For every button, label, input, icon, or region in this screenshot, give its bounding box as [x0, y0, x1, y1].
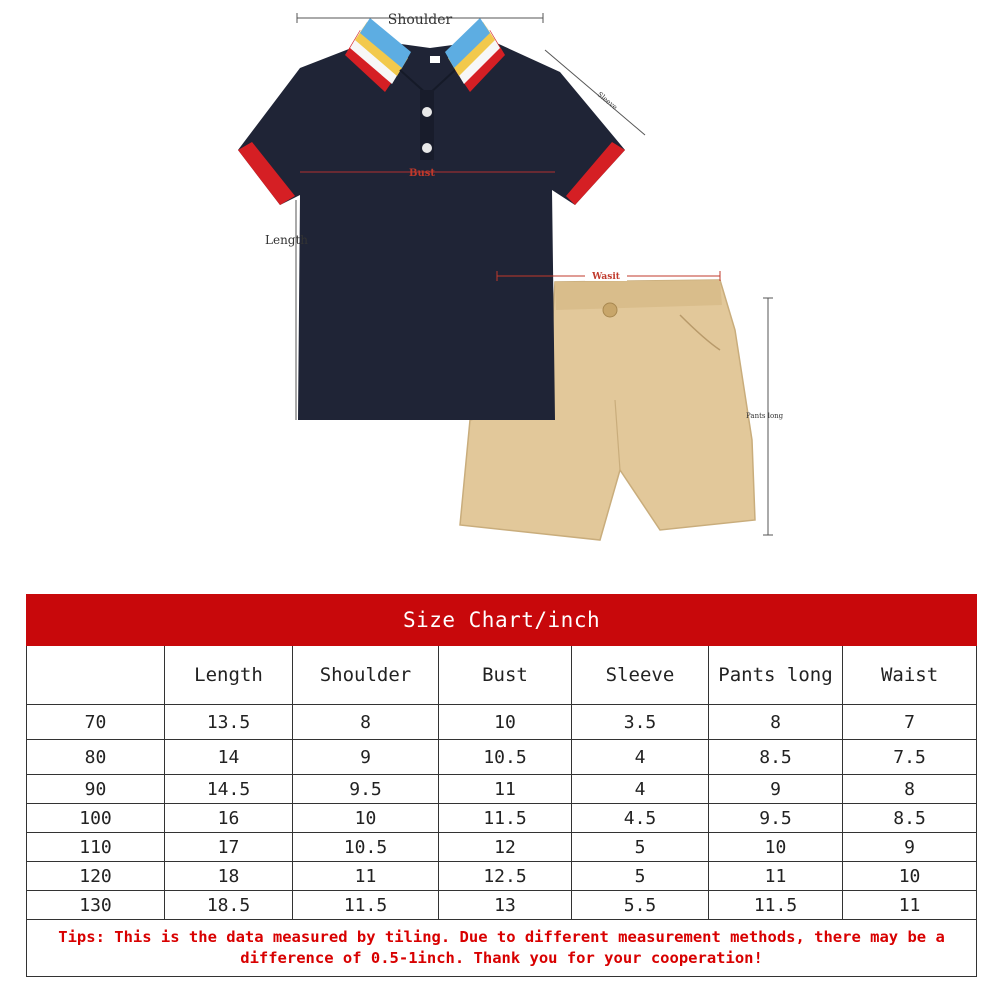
table-cell: 11: [709, 862, 843, 891]
table-cell: 14.5: [165, 775, 293, 804]
table-row: [27, 804, 977, 833]
table-title: Size Chart/inch: [27, 595, 977, 646]
size-cell: 110: [27, 833, 165, 862]
table-cell: 12: [439, 833, 572, 862]
tips-text: Tips: This is the data measured by tiling. Due to different measurement methods, there may be a difference of 0.5-1inch. Thank you for your cooperation!: [27, 920, 977, 977]
column-header: Waist: [843, 646, 977, 705]
size-cell: 100: [27, 804, 165, 833]
table-cell: 11: [439, 775, 572, 804]
table-cell: 7.5: [843, 740, 977, 775]
table-cell: 18: [165, 862, 293, 891]
table-row: [27, 775, 977, 804]
shoulder-measure: [297, 12, 543, 28]
sleeve-label: Sleeve: [595, 90, 619, 112]
table-cell: 13.5: [165, 705, 293, 740]
table-cell: 11.5: [293, 891, 439, 920]
table-cell: 7: [843, 705, 977, 740]
table-cell: 5: [572, 862, 709, 891]
table-cell: 4: [572, 740, 709, 775]
column-header: [27, 646, 165, 705]
table-cell: 14: [165, 740, 293, 775]
table-row: [27, 833, 977, 862]
table-header-row: [27, 646, 977, 705]
column-header: Sleeve: [572, 646, 709, 705]
pants-long-label: Pants long: [746, 412, 784, 420]
table-cell: 8.5: [709, 740, 843, 775]
table-cell: 4.5: [572, 804, 709, 833]
table-cell: 9.5: [293, 775, 439, 804]
table-cell: 10: [709, 833, 843, 862]
table-cell: 12.5: [439, 862, 572, 891]
table-cell: 17: [165, 833, 293, 862]
table-cell: 9.5: [709, 804, 843, 833]
table-cell: 8: [709, 705, 843, 740]
size-chart-table: [26, 594, 977, 977]
column-header: Bust: [439, 646, 572, 705]
size-cell: 120: [27, 862, 165, 891]
waist-label: Wasit: [592, 272, 620, 282]
bust-label: Bust: [409, 168, 435, 179]
table-row: [27, 740, 977, 775]
tips-row: [27, 920, 977, 977]
table-cell: 13: [439, 891, 572, 920]
shoulder-label: Shoulder: [387, 12, 453, 28]
table-cell: 11.5: [439, 804, 572, 833]
column-header: Shoulder: [293, 646, 439, 705]
table-cell: 8: [293, 705, 439, 740]
table-cell: 16: [165, 804, 293, 833]
table-cell: 5: [572, 833, 709, 862]
table-cell: 10.5: [293, 833, 439, 862]
table-cell: 11.5: [709, 891, 843, 920]
table-cell: 4: [572, 775, 709, 804]
table-cell: 18.5: [165, 891, 293, 920]
length-label: Length: [265, 233, 309, 247]
table-cell: 10: [293, 804, 439, 833]
column-header: Length: [165, 646, 293, 705]
column-header: Pants long: [709, 646, 843, 705]
table-cell: 11: [843, 891, 977, 920]
table-row: [27, 705, 977, 740]
size-cell: 80: [27, 740, 165, 775]
table-cell: 10.5: [439, 740, 572, 775]
table-cell: 5.5: [572, 891, 709, 920]
table-row: [27, 891, 977, 920]
table-cell: 10: [843, 862, 977, 891]
table-cell: 9: [293, 740, 439, 775]
size-cell: 90: [27, 775, 165, 804]
table-title-row: [27, 595, 977, 646]
size-cell: 130: [27, 891, 165, 920]
table-cell: 10: [439, 705, 572, 740]
size-cell: 70: [27, 705, 165, 740]
table-cell: 8: [843, 775, 977, 804]
table-cell: 9: [843, 833, 977, 862]
table-cell: 3.5: [572, 705, 709, 740]
table-cell: 9: [709, 775, 843, 804]
table-row: [27, 862, 977, 891]
table-cell: 8.5: [843, 804, 977, 833]
table-cell: 11: [293, 862, 439, 891]
